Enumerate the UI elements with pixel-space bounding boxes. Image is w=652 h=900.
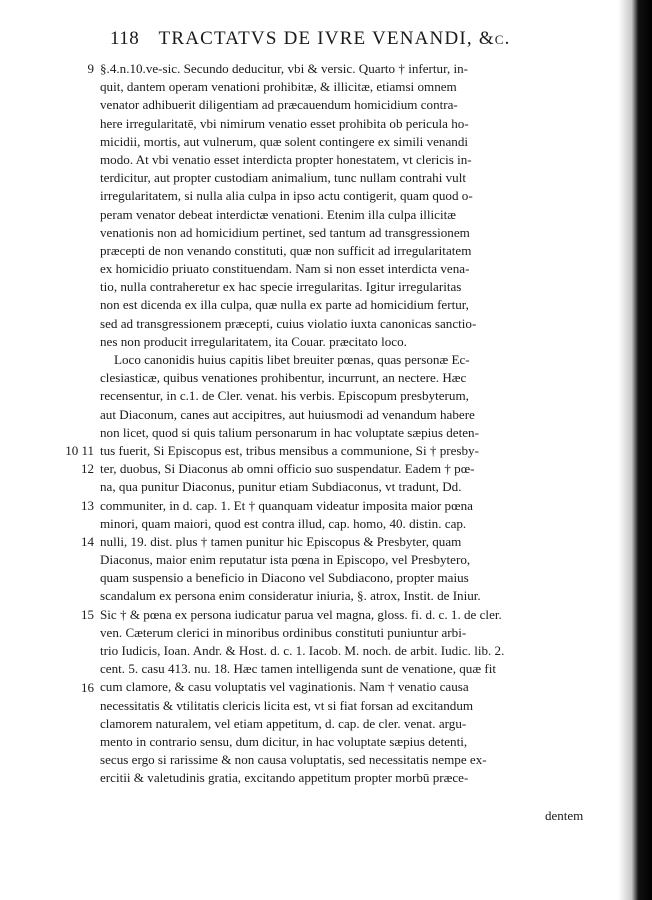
page-number: 118 xyxy=(110,28,140,49)
text-line: ex homicidio priuato constituendam. Nam si non esset interdicta vena- xyxy=(100,261,470,277)
text-line: præcepti de non venando constituti, quæ non sufficit ad irregularitatem xyxy=(100,242,472,258)
text-line: non est dicenda ex illa culpa, quæ nulla ex parte ad homicidium fertur, xyxy=(100,297,469,313)
text-line: here irregularitatē, vbi nimirum venatio esset prohibita ob pericula ho- xyxy=(100,115,469,131)
running-title: TRACTATVS DE IVRE VENANDI, &c. xyxy=(158,28,511,49)
margin-number: 15 xyxy=(81,607,94,622)
text-line: modo. At vbi venatio esset interdicta propter honestatem, vt clericis in- xyxy=(100,151,472,167)
text-line: clamorem naturalem, vel etiam appetitum, d. cap. de cler. venat. argu- xyxy=(100,715,467,731)
text-line: scandalum ex persona enim consideratur iniuria, §. atrox, Instit. de Iniur. xyxy=(100,588,481,604)
text-line: ter, duobus, Si Diaconus ab omni officio suo suspendatur. Eadem † pœ- xyxy=(100,461,475,477)
running-header xyxy=(110,28,610,50)
book-spine-shadow xyxy=(618,0,652,900)
text-line: cent. 5. casu 413. nu. 18. Hæc tamen intelligenda sunt de venatione, quæ fit xyxy=(100,661,496,677)
body-text xyxy=(100,60,600,788)
text-line: clesiasticæ, quibus venationes prohibentur, incurrunt, an nectere. Hæc xyxy=(100,370,467,386)
text-line: peram venator debeat interdictæ venationi. Etenim illa culpa illicitæ xyxy=(100,206,456,222)
text-line: §.4.n.10.ve-sic. Secundo deducitur, vbi & versic. Quarto † infertur, in- xyxy=(100,61,469,76)
text-line: sed ad transgressionem præcepti, cuius violatio iuxta canonicas sanctio- xyxy=(100,315,477,331)
text-line: necessitatis & vtilitatis clericis licita est, vt si fiat forsan ad excitandum xyxy=(100,697,474,713)
text-line: quam suspensio a beneficio in Diacono vel Subdiacono, propter maius xyxy=(100,570,469,586)
text-line: secus ergo si rarissime & non causa voluptatis, sed necessitatis nempe ex- xyxy=(100,752,487,768)
text-line: ven. Cæterum clerici in minoribus ordinibus constituti puniuntur arbi- xyxy=(100,624,467,640)
text-line: tio, nulla contraheretur ex hac specie irregularitas. Igitur irregularitas xyxy=(100,279,462,295)
text-line: terdicitur, aut propter custodiam animalium, tunc nullam contrahi vult xyxy=(100,170,467,186)
text-line: tus fuerit, Si Episcopus est, tribus mensibus a communione, Si † presby- xyxy=(100,442,479,458)
text-line: venator adhibuerit diligentiam ad præcauendum homicidium contra- xyxy=(100,97,458,113)
catchword: dentem xyxy=(545,808,584,823)
text-line: ercitii & valetudinis gratia, excitando appetitum propter morbū præce- xyxy=(100,770,469,786)
text-line: quit, dantem operam venationi prohibitæ, & illicitæ, etiamsi omnem xyxy=(100,79,457,95)
text-line: mento in contrario sensu, dum dicitur, in hac voluptate sæpius detenti, xyxy=(100,733,468,749)
text-line: Diaconus, maior enim reputatur ista pœna in Episcopo, vel Presbytero, xyxy=(100,552,471,568)
text-line: cum clamore, & casu voluptatis vel vaginationis. Nam † venatio causa xyxy=(100,679,469,695)
text-line: aut Diaconum, canes aut accipitres, aut huiusmodi ad venandum habere xyxy=(100,406,475,422)
text-line: Loco canonidis huius capitis libet breuiter pœnas, quas personæ Ec- xyxy=(114,352,470,367)
text-line: trio Iudicis, Ioan. Andr. & Host. d. c. 1. Iacob. M. noch. de arbit. Iudic. lib. 2. xyxy=(100,643,505,658)
text-line: non licet, quod si quis talium personarum in hac voluptate sæpius deten- xyxy=(100,424,479,440)
margin-number: 9 xyxy=(87,61,94,76)
text-line: micidii, mortis, aut vulnerum, quæ solent contingere ex simili venandi xyxy=(100,133,469,149)
text-line: venationis non ad homicidium pertinet, sed tantum ad transgressionem xyxy=(100,224,470,240)
text-line: Sic † & pœna ex persona iudicatur parua vel magna, gloss. fi. d. c. 1. de cler. xyxy=(100,606,502,622)
margin-number: 12 xyxy=(81,461,94,477)
text-line: communiter, in d. cap. 1. Et † quanquam videatur imposita maior pœna xyxy=(100,497,473,513)
text-line: nes non producit irregularitatem, ita Couar. præcitato loco. xyxy=(100,333,407,349)
text-line: irregularitatem, si nulla alia culpa in ipso actu contigerit, quam quod o- xyxy=(100,188,473,204)
text-line: recensentur, in c.1. de Cler. venat. his verbis. Episcopum presbyterum, xyxy=(100,388,469,404)
margin-number: 13 xyxy=(81,497,94,513)
text-line: nulli, 19. dist. plus † tamen punitur hic Episcopus & Presbyter, quam xyxy=(100,533,462,549)
margin-number: 10 11 xyxy=(65,443,94,459)
text-line: minori, quam maiori, quod est contra illud, cap. homo, 40. distin. cap. xyxy=(100,515,467,531)
margin-number: 14 xyxy=(81,534,94,550)
margin-number: 16 xyxy=(81,679,94,695)
text-line: na, qua punitur Diaconus, punitur etiam Subdiaconus, vt tradunt, Dd. xyxy=(100,479,462,495)
